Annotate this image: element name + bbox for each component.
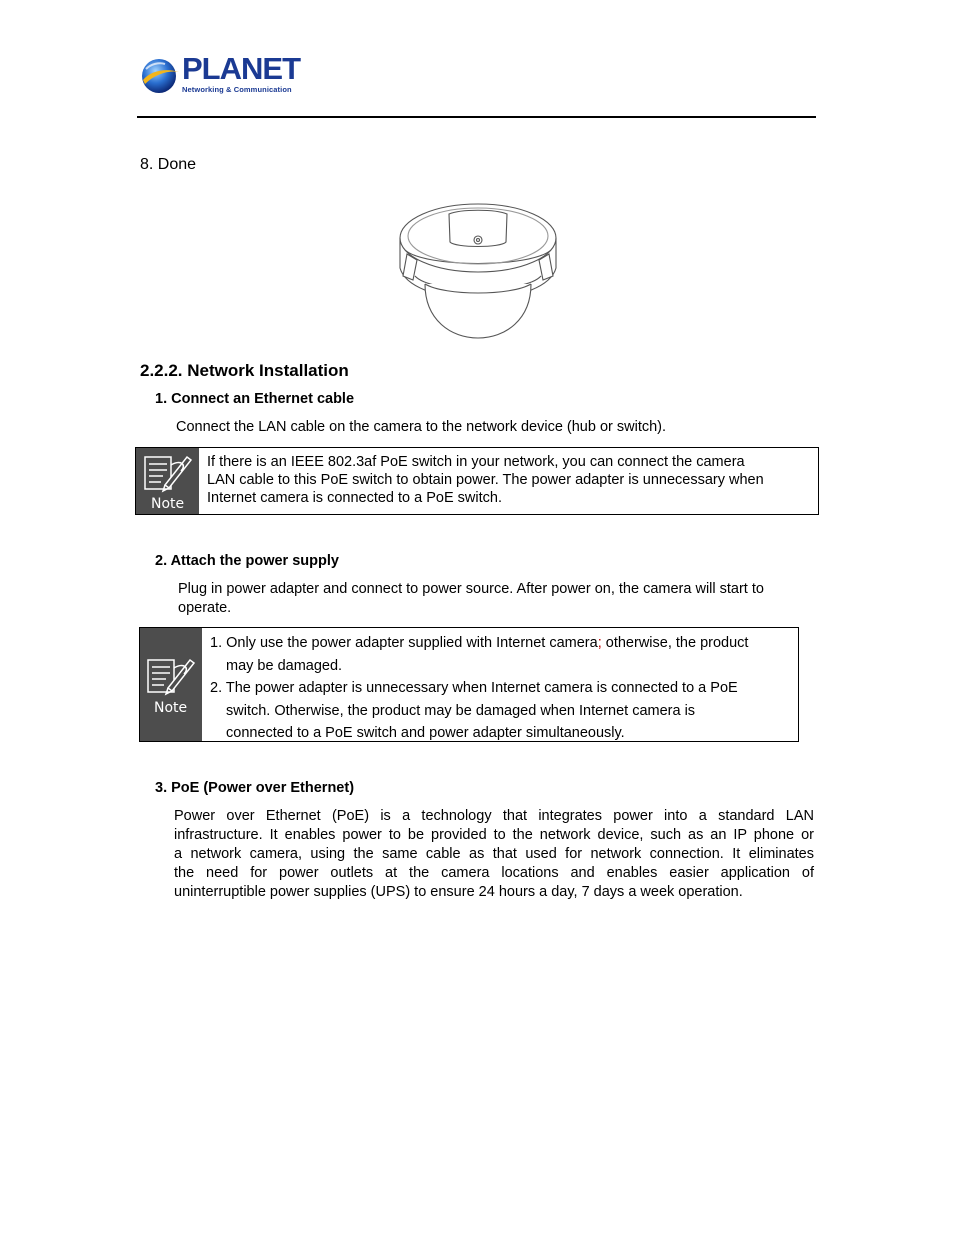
note-1-text — [207, 453, 764, 507]
note-2-line: 2. The power adapter is unnecessary when Internet camera is connected to a PoE — [210, 680, 738, 696]
step-3-body-line: infrastructure. It enables power to be provided to the network device, such as an IP phone or — [174, 827, 814, 843]
note-box-2 — [139, 627, 799, 742]
note-label: Note — [154, 700, 188, 716]
note-2-semicolon: ; — [597, 635, 602, 651]
step-8-label: 8. Done — [140, 156, 197, 173]
note-2-item-1-start: 1. Only use the power adapter supplied with Internet camera — [210, 635, 598, 651]
note-box-1 — [135, 447, 819, 515]
note-pencil-icon — [141, 451, 195, 495]
step-2-title: 2. Attach the power supply — [155, 553, 339, 569]
note-2-line: may be damaged. — [226, 657, 343, 674]
step-3-body — [174, 807, 814, 902]
step-2-body — [178, 580, 764, 618]
note-1-line: LAN cable to this PoE switch to obtain power. The power adapter is unnecessary when — [207, 472, 764, 488]
note-2-text — [210, 632, 748, 745]
section-title: 2.2.2. Network Installation — [140, 361, 349, 380]
header-divider — [137, 116, 816, 118]
note-icon-panel — [140, 628, 202, 741]
dome-camera-illustration — [395, 198, 561, 342]
note-2-line — [210, 632, 748, 655]
note-label: Note — [151, 496, 185, 512]
note-1-line: Internet camera is connected to a PoE switch. — [207, 490, 502, 506]
step-2-body-line: operate. — [178, 600, 232, 616]
step-2-body-line: Plug in power adapter and connect to power source. After power on, the camera will start to — [178, 581, 764, 597]
note-1-line: If there is an IEEE 802.3af PoE switch in your network, you can connect the camera — [207, 454, 745, 470]
step-3-body-line: Power over Ethernet (PoE) is a technology that integrates power into a standard LAN — [174, 808, 814, 824]
step-3-body-line: the need for power outlets at the camera locations and enables easier application of — [174, 865, 814, 881]
note-pencil-icon — [144, 654, 198, 698]
step-1-title: 1. Connect an Ethernet cable — [155, 391, 355, 407]
step-3-title: 3. PoE (Power over Ethernet) — [155, 780, 355, 796]
note-icon-panel — [136, 448, 199, 514]
planet-logo-globe-icon — [139, 56, 181, 96]
step-1-body: Connect the LAN cable on the camera to the network device (hub or switch). — [176, 419, 667, 435]
planet-logo-tagline: Networking & Communication — [182, 85, 292, 94]
note-2-item-1-end: otherwise, the product — [601, 635, 749, 651]
note-2-line: switch. Otherwise, the product may be damaged when Internet camera is — [226, 702, 696, 719]
note-2-line: connected to a PoE switch and power adapter simultaneously. — [226, 725, 625, 741]
planet-logo-wordmark: PLANET — [182, 51, 300, 86]
step-3-body-line: uninterruptible power supplies (UPS) to ensure 24 hours a day, 7 days a week operation. — [174, 884, 743, 900]
step-3-body-line: a network camera, using the same cable as that used for network connection. It eliminates — [174, 846, 814, 862]
